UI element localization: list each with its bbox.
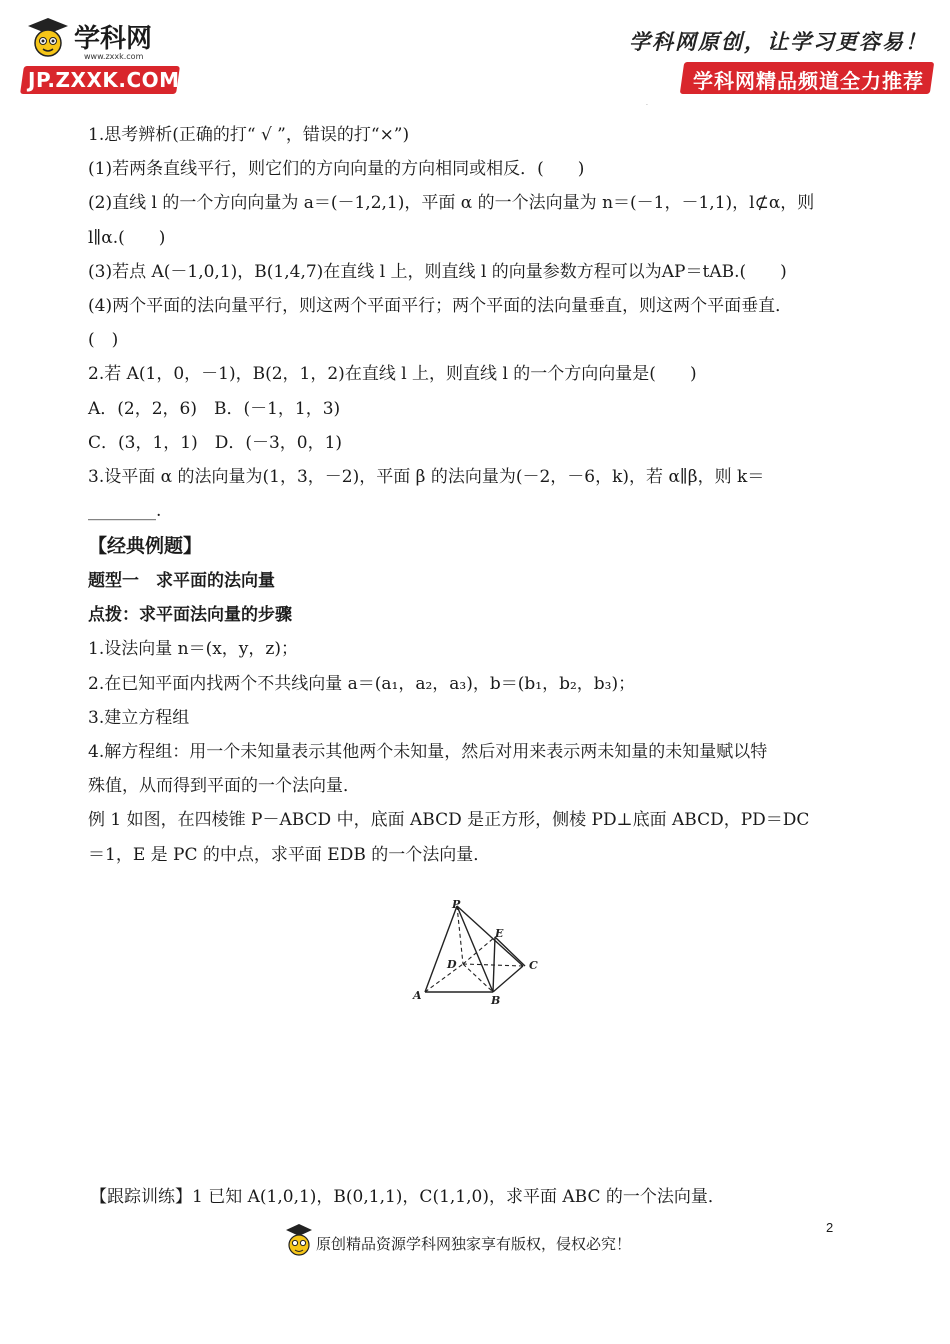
pyramid-figure <box>405 896 555 1008</box>
label-D: D <box>447 958 457 971</box>
text-line: C．(3，1，1) D．(－3，0，1) <box>88 432 343 453</box>
logo-url[interactable]: JP.ZXXK.COM <box>28 68 180 92</box>
tip-title: 点拨：求平面法向量的步骤 <box>88 605 292 626</box>
text-line: (1)若两条直线平行，则它们的方向向量的方向相同或相反．( ) <box>88 159 585 180</box>
dot-mark: . <box>646 100 648 107</box>
text-line: (2)直线 l 的一个方向向量为 a＝(－1,2,1)，平面 α 的一个法向量为 n＝(－1，－1,1)，l⊄α，则 <box>88 193 815 214</box>
banner-text: 学科网精品频道全力推荐 <box>693 69 924 93</box>
step-line: 殊值，从而得到平面的一个法向量． <box>88 776 360 797</box>
page-number: 2 <box>826 1220 834 1235</box>
example-line: 例 1 如图，在四棱锥 P－ABCD 中，底面 ABCD 是正方形，侧棱 PD⊥底面 ABCD，PD＝DC <box>88 810 810 831</box>
slogan: 学科网原创，让学习更容易！ <box>629 29 928 54</box>
step-line: 2.在已知平面内找两个不共线向量 a＝(a₁，a₂，a₃)，b＝(b₁，b₂，b₃)； <box>88 673 636 694</box>
text-line: (4)两个平面的法向量平行，则这两个平面平行；两个平面的法向量垂直，则这两个平面垂直． <box>88 296 793 317</box>
text-line: (3)若点 A(－1,0,1)，B(1,4,7)在直线 l 上，则直线 l 的向量参数方程可以为AP＝tAB.( ) <box>88 261 787 282</box>
step-line: 3.建立方程组 <box>88 707 190 728</box>
mascot-icon <box>24 16 70 62</box>
logo-subtitle: www.zxxk.com <box>84 52 144 61</box>
text-line: ________. <box>88 501 162 522</box>
text-line: 1.思考辨析(正确的打“ √ ”，错误的打“×”) <box>88 125 410 145</box>
step-line: 1.设法向量 n＝(x，y，z)； <box>88 639 298 660</box>
trace-exercise: 【跟踪训练】1 已知 A(1,0,1)，B(0,1,1)，C(1,1,0)，求平面 ABC 的一个法向量． <box>90 1187 725 1207</box>
footer-mascot-icon <box>284 1222 314 1262</box>
text-line: 3.设平面 α 的法向量为(1，3，－2)，平面 β 的法向量为(－2，－6，k)，若 α∥β，则 k＝ <box>88 467 765 488</box>
example-line: ＝1，E 是 PC 的中点，求平面 EDB 的一个法向量． <box>88 844 491 865</box>
text-line: 2.若 A(1，0，－1)，B(2，1，2)在直线 l 上，则直线 l 的一个方向向量是( ) <box>88 364 697 385</box>
logo <box>22 16 182 96</box>
copyright-notice: 原创精品资源学科网独家享有版权，侵权必究！ <box>316 1235 632 1253</box>
logo-name: 学科网 <box>74 24 153 54</box>
label-B: B <box>491 994 501 1007</box>
step-line: 4.解方程组：用一个未知量表示其他两个未知量，然后对用来表示两未知量的未知量赋以特 <box>88 742 768 763</box>
text-line: ( ) <box>88 330 119 351</box>
document-body <box>88 118 878 872</box>
label-A: A <box>413 989 422 1002</box>
section-title: 【经典例题】 <box>88 535 203 558</box>
label-C: C <box>529 959 538 972</box>
text-line: l∥α.( ) <box>88 227 166 248</box>
text-line: A．(2，2，6) B．(－1，1，3) <box>88 398 341 419</box>
label-P: P <box>452 898 461 911</box>
type-title: 题型一 求平面的法向量 <box>88 571 275 592</box>
label-E: E <box>495 927 504 940</box>
